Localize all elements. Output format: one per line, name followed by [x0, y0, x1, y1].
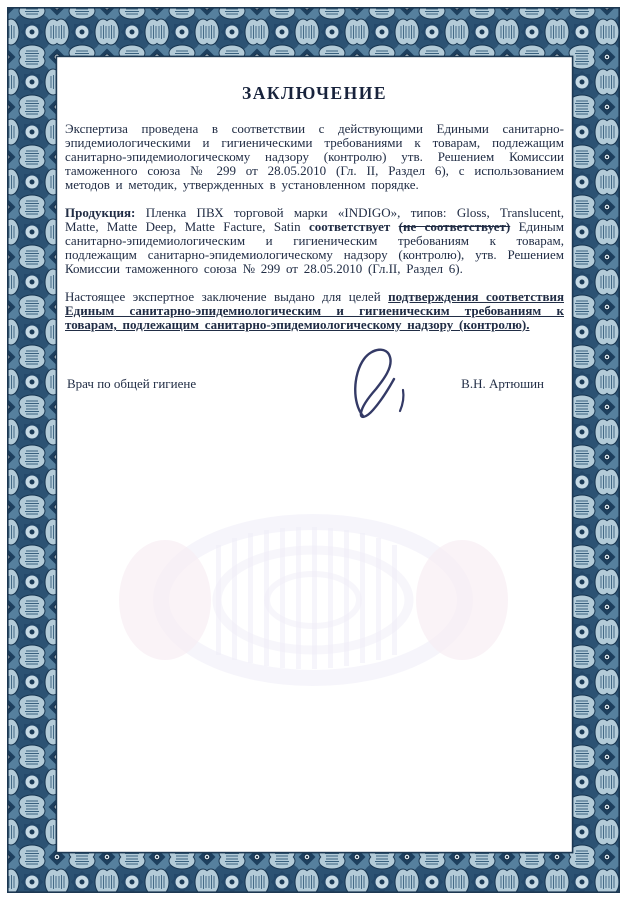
signer-name: В.Н. Артюшин [461, 376, 544, 391]
paragraph-expertise: Экспертиза проведена в соответствии с действующими Едиными санитарно-эпидемиологическими и гигиеническими требованиями к товарам, подлежащим санитарно-эпидемиологическому надзору (контролю) утв. Решением Комиссии таможенного союза № 299 от 28.05.2010 (Гл. II, Раздел 6), с использованием методов и методик, утвержденных в установленном порядке. [65, 121, 564, 192]
signature-stroke [355, 350, 394, 417]
verdict-conforms: соответствует [308, 219, 391, 234]
product-requirements: Единым санитарно-эпидемиологическим и гигиеническим требованиям к товарам, подлежащим санитарно-эпидемиологическому надзору (контролю), утв. Решением Комиссии таможенного союза № 299 от 28.05.2010 (Гл.II, Раздел 6). [65, 219, 565, 276]
document-body [57, 57, 572, 852]
document-title: ЗАКЛЮЧЕНИЕ [241, 83, 388, 103]
paragraph-product [65, 206, 564, 276]
product-label: Продукция: [65, 205, 136, 220]
signature-tick [400, 390, 403, 411]
product-description: Пленка ПВХ торговой марки «INDIGO», типов: Gloss, Translucent, Matte, Matte Deep, Matte Facture, Satin [65, 205, 565, 234]
purpose-lead: Настоящее экспертное заключение выдано для целей [65, 289, 381, 304]
verdict-not-conforms: (не соответствует) [398, 219, 511, 234]
paragraph-purpose [65, 290, 564, 332]
handwritten-signature [347, 346, 429, 430]
signer-position: Врач по общей гигиене [67, 376, 197, 391]
signature-block [65, 362, 564, 442]
purpose-emphasis: подтверждения соответствия Единым санитарно-эпидемиологическим и гигиеническим требованиям к товарам, подлежащим санитарно-эпидемиологическому надзору (контролю). [65, 289, 565, 332]
